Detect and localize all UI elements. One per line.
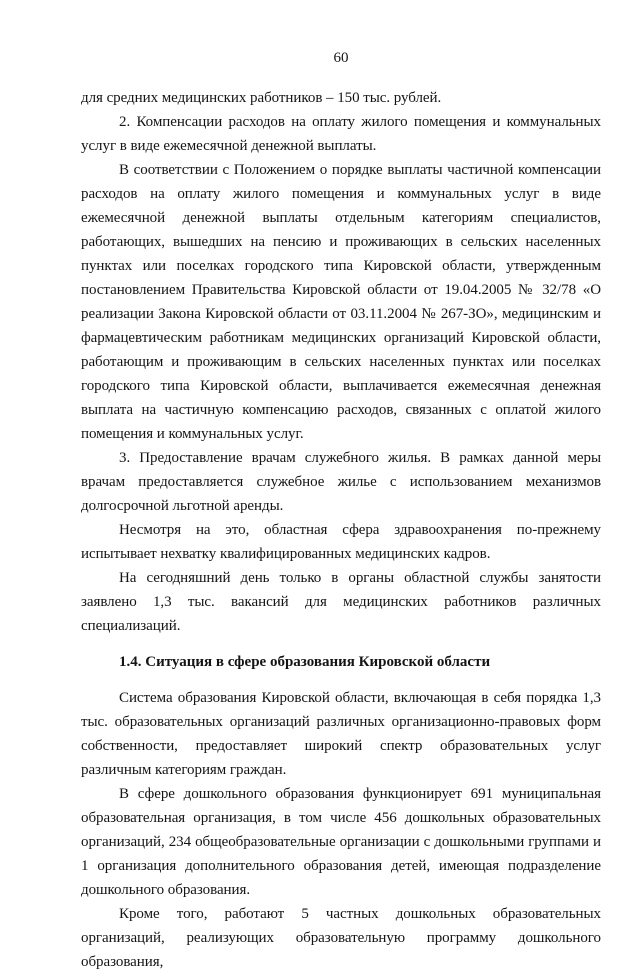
paragraph-service-housing: 3. Предоставление врачам служебного жилья. В рамках данной меры врачам предоставляется служебное жилье с использованием механизмов долгосрочной льготной аренды. <box>81 450 601 514</box>
paragraph-housing-compensation: 2. Компенсации расходов на оплату жилого помещения и коммунальных услуг в виде ежемесячной денежной выплаты. <box>81 114 601 154</box>
paragraph-education-system: Система образования Кировской области, включающая в себя порядка 1,3 тыс. образовательных организаций различных организационно-правовых форм собственности, предоставляет широкий спектр образовательных услуг различным категориям граждан. <box>81 690 601 778</box>
paragraph-regulation: В соответствии с Положением о порядке выплаты частичной компенсации расходов на оплату жилого помещения и коммунальных услуг в виде ежемесячной денежной выплаты отдельным категориям специалистов, работающих, вышедших на пенсию и проживающих в сельских населенных пунктах или поселках городского типа Кировской области, утвержденным постановлением Правительства Кировской области от 19.04.2005 № 32/78 «О реализации Закона Кировской области от 03.11.2004 № 267-ЗО», медицинским и фармацевтическим работникам медицинских организаций Кировской области, работающим и проживающим в сельских населенных пунктах или поселках городского типа Кировской области, выплачивается ежемесячная денежная выплата на частичную компенсацию расходов, связанных с оплатой жилого помещения и коммунальных услуг. <box>81 162 601 442</box>
page-number: 60 <box>333 50 349 66</box>
section-heading: 1.4. Ситуация в сфере образования Кировской области <box>119 654 491 670</box>
paragraph-private-preschool: Кроме того, работают 5 частных дошкольных образовательных организаций, реализующих образовательную программу дошкольного образования, <box>81 906 601 970</box>
paragraph-vacancies: На сегодняшний день только в органы областной службы занятости заявлено 1,3 тыс. вакансий для медицинских работников различных специализаций. <box>81 570 601 634</box>
document-page <box>81 48 601 974</box>
paragraph-preschool: В сфере дошкольного образования функционирует 691 муниципальная образовательная организация, в том числе 456 дошкольных образовательных организаций, 234 общеобразовательные организации с дошкольными группами и 1 организация дополнительного образования детей, имеющая подразделение дошкольного образования. <box>81 786 601 898</box>
paragraph-continuation: для средних медицинских работников – 150 тыс. рублей. <box>81 90 442 106</box>
paragraph-staff-shortage: Несмотря на это, областная сфера здравоохранения по-прежнему испытывает нехватку квалифицированных медицинских кадров. <box>81 522 601 562</box>
